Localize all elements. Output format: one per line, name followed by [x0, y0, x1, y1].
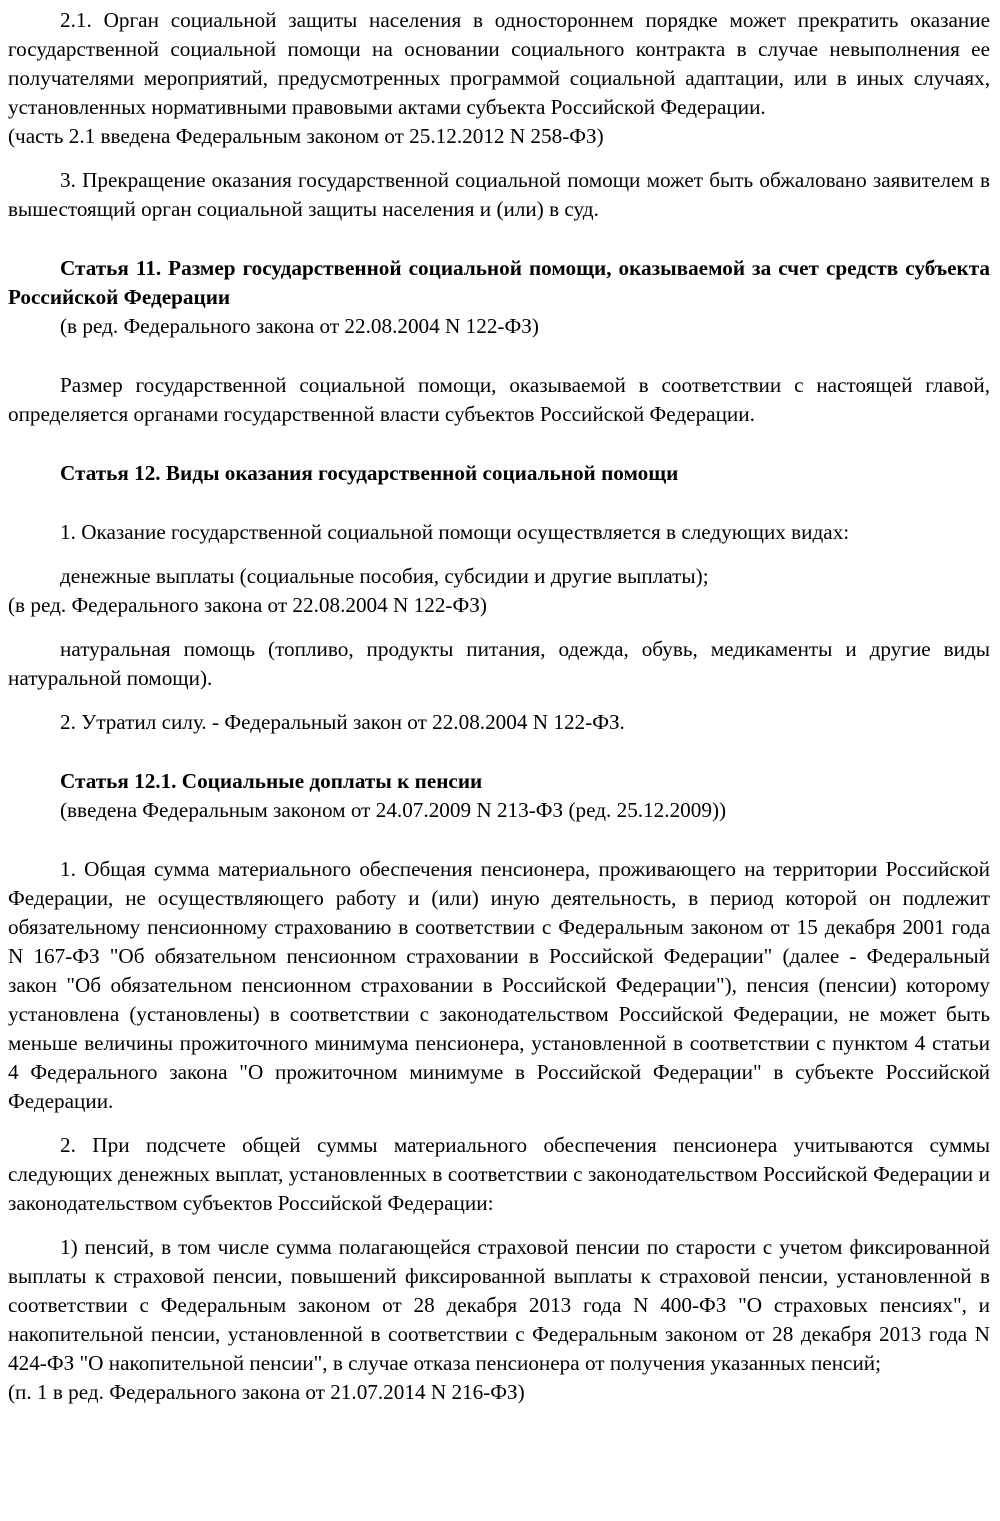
amendment-note: (часть 2.1 введена Федеральным законом от 25.12.2012 N 258-ФЗ) [8, 124, 604, 148]
article-12-paragraph-2: 2. Утратил силу. - Федеральный закон от 22.08.2004 N 122-ФЗ. [60, 710, 625, 734]
article-12-1-subitem-1: 1) пенсий, в том числе сумма полагающейся страховой пенсии по старости с учетом фиксированной выплаты к страховой пенсии, повышений фиксированной выплаты к страховой пенсии, установленной в соответствии с Федеральным законом от 28 декабря 2013 года N 400-ФЗ "О страховых пенсиях", и накопительной пенсии, установленной в соответствии с Федеральным законом от 28 декабря 2013 года N 424-ФЗ "О накопительной пенсии", в случае отказа пенсионера от получения указанных пенсий; [8, 1235, 990, 1375]
article-11-paragraph: Размер государственной социальной помощи, оказываемой в соответствии с настоящей главой, определяется органами государственной власти субъектов Российской Федерации. [8, 373, 990, 426]
article-12-heading: Статья 12. Виды оказания государственной социальной помощи [60, 461, 679, 485]
article-12-1-paragraph-1: 1. Общая сумма материального обеспечения пенсионера, проживающего на территории Российской Федерации, не осуществляющего работу и (или) иную деятельность, в период которой он подлежит обязательному пенсионному страхованию в соответствии с Федеральным законом от 15 декабря 2001 года N 167-ФЗ "Об обязательном пенсионном страховании в Российской Федерации" (далее - Федеральный закон "Об обязательном пенсионном страховании в Российской Федерации"), пенсия (пенсии) которому установлена (установлены) в соответствии с законодательством Российской Федерации, не может быть меньше величины прожиточного минимума пенсионера, установленной в соответствии с пунктом 4 статьи 4 Федерального закона "О прожиточном минимуме в Российской Федерации" в субъекте Российской Федерации. [8, 857, 990, 1113]
in-kind-assistance-item: натуральная помощь (топливо, продукты питания, одежда, обувь, медикаменты и другие виды натуральной помощи). [8, 637, 990, 690]
article-11-heading: Статья 11. Размер государственной социальной помощи, оказываемой за счет средств субъекта Российской Федерации [8, 256, 990, 309]
paragraph-2-1: 2.1. Орган социальной защиты населения в одностороннем порядке может прекратить оказание государственной социальной помощи на основании социального контракта в случае невыполнения ее получателями мероприятий, предусмотренных программой социальной адаптации, или в иных случаях, установленных нормативными правовыми актами субъекта Российской Федерации. [8, 8, 990, 119]
amendment-note: (в ред. Федерального закона от 22.08.2004 N 122-ФЗ) [8, 593, 487, 617]
amendment-note: (п. 1 в ред. Федерального закона от 21.07.2014 N 216-ФЗ) [8, 1380, 525, 1404]
article-12-1-paragraph-2: 2. При подсчете общей суммы материального обеспечения пенсионера учитываются суммы следующих денежных выплат, установленных в соответствии с законодательством Российской Федерации и законодательством субъектов Российской Федерации: [8, 1133, 990, 1215]
paragraph-3: 3. Прекращение оказания государственной социальной помощи может быть обжаловано заявителем в вышестоящий орган социальной защиты населения и (или) в суд. [8, 168, 990, 221]
cash-payments-item: денежные выплаты (социальные пособия, субсидии и другие выплаты); [60, 564, 709, 588]
article-12-1-heading: Статья 12.1. Социальные доплаты к пенсии [60, 769, 483, 793]
document-page [8, 6, 990, 1407]
amendment-note: (в ред. Федерального закона от 22.08.2004 N 122-ФЗ) [60, 314, 539, 338]
amendment-note: (введена Федеральным законом от 24.07.2009 N 213-ФЗ (ред. 25.12.2009)) [60, 798, 727, 822]
article-12-paragraph-1: 1. Оказание государственной социальной помощи осуществляется в следующих видах: [60, 520, 850, 544]
